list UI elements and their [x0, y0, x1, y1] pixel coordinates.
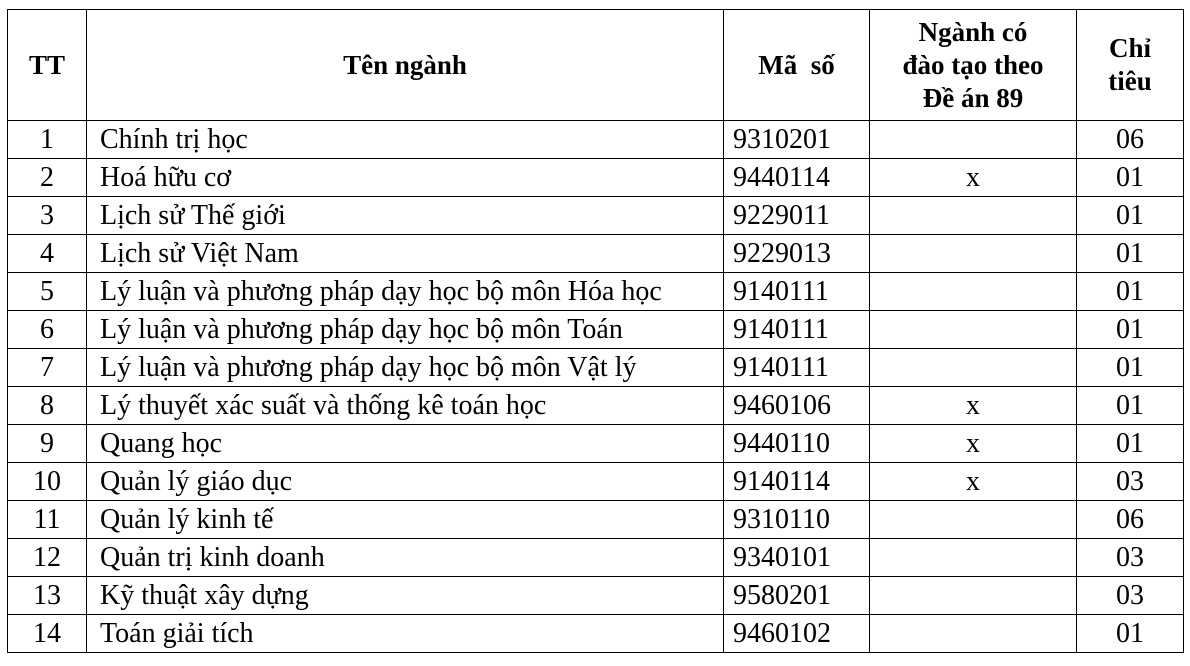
cell-name: Lý luận và phương pháp dạy học bộ môn Hóa học [87, 273, 724, 311]
cell-code: 9140111 [724, 349, 870, 387]
cell-tt: 10 [8, 463, 87, 501]
cell-name: Chính trị học [87, 121, 724, 159]
cell-name: Lý thuyết xác suất và thống kê toán học [87, 387, 724, 425]
cell-tt: 14 [8, 615, 87, 653]
table-row [8, 159, 1184, 197]
cell-tt: 6 [8, 311, 87, 349]
cell-code: 9229013 [724, 235, 870, 273]
cell-tt: 4 [8, 235, 87, 273]
cell-quota: 06 [1077, 501, 1184, 539]
header-quota-line-1: Chỉ [1108, 33, 1152, 63]
cell-tt: 8 [8, 387, 87, 425]
header-code: Mã số [724, 10, 870, 121]
cell-flag [870, 577, 1077, 615]
cell-code: 9310110 [724, 501, 870, 539]
cell-name: Quản trị kinh doanh [87, 539, 724, 577]
table-row [8, 425, 1184, 463]
cell-quota: 01 [1077, 387, 1184, 425]
cell-flag [870, 235, 1077, 273]
cell-code: 9440110 [724, 425, 870, 463]
program-quota-table [7, 9, 1184, 653]
cell-code: 9340101 [724, 539, 870, 577]
cell-flag: x [870, 425, 1077, 463]
header-flag-line-1: Ngành có [918, 16, 1028, 47]
cell-flag [870, 197, 1077, 235]
cell-flag [870, 501, 1077, 539]
header-name: Tên ngành [87, 10, 724, 121]
table-row [8, 349, 1184, 387]
cell-code: 9440114 [724, 159, 870, 197]
header-flag-line-3: Đề án 89 [922, 82, 1024, 113]
cell-name: Lý luận và phương pháp dạy học bộ môn Toán [87, 311, 724, 349]
cell-quota: 03 [1077, 539, 1184, 577]
table-row [8, 387, 1184, 425]
header-flag [870, 10, 1077, 121]
cell-quota: 03 [1077, 463, 1184, 501]
table-row [8, 121, 1184, 159]
cell-tt: 13 [8, 577, 87, 615]
cell-flag [870, 273, 1077, 311]
header-quota [1077, 10, 1184, 121]
cell-name: Quang học [87, 425, 724, 463]
cell-quota: 01 [1077, 235, 1184, 273]
table-row [8, 539, 1184, 577]
cell-name: Hoá hữu cơ [87, 159, 724, 197]
cell-flag: x [870, 387, 1077, 425]
table-row [8, 273, 1184, 311]
cell-tt: 7 [8, 349, 87, 387]
table-row [8, 197, 1184, 235]
table-row [8, 615, 1184, 653]
cell-quota: 01 [1077, 159, 1184, 197]
cell-quota: 01 [1077, 311, 1184, 349]
cell-quota: 06 [1077, 121, 1184, 159]
cell-quota: 01 [1077, 615, 1184, 653]
cell-tt: 12 [8, 539, 87, 577]
cell-name: Lý luận và phương pháp dạy học bộ môn Vật lý [87, 349, 724, 387]
cell-name: Quản lý kinh tế [87, 501, 724, 539]
cell-code: 9229011 [724, 197, 870, 235]
cell-name: Quản lý giáo dục [87, 463, 724, 501]
cell-quota: 01 [1077, 349, 1184, 387]
cell-code: 9580201 [724, 577, 870, 615]
cell-name: Lịch sử Việt Nam [87, 235, 724, 273]
cell-tt: 3 [8, 197, 87, 235]
cell-code: 9140111 [724, 311, 870, 349]
cell-code: 9460106 [724, 387, 870, 425]
cell-name: Toán giải tích [87, 615, 724, 653]
cell-code: 9310201 [724, 121, 870, 159]
cell-code: 9140114 [724, 463, 870, 501]
header-row [8, 10, 1184, 121]
cell-flag [870, 615, 1077, 653]
cell-code: 9140111 [724, 273, 870, 311]
table-row [8, 311, 1184, 349]
cell-quota: 03 [1077, 577, 1184, 615]
table-row [8, 501, 1184, 539]
header-quota-line-2: tiêu [1108, 66, 1152, 96]
cell-flag [870, 121, 1077, 159]
table-row [8, 463, 1184, 501]
cell-tt: 11 [8, 501, 87, 539]
cell-quota: 01 [1077, 197, 1184, 235]
cell-tt: 1 [8, 121, 87, 159]
cell-name: Kỹ thuật xây dựng [87, 577, 724, 615]
cell-name: Lịch sử Thế giới [87, 197, 724, 235]
cell-flag: x [870, 463, 1077, 501]
cell-tt: 2 [8, 159, 87, 197]
cell-flag [870, 311, 1077, 349]
cell-quota: 01 [1077, 273, 1184, 311]
cell-code: 9460102 [724, 615, 870, 653]
header-flag-line-2: đào tạo theo [902, 49, 1044, 80]
table-row [8, 235, 1184, 273]
cell-flag [870, 349, 1077, 387]
table-row [8, 577, 1184, 615]
cell-flag [870, 539, 1077, 577]
cell-flag: x [870, 159, 1077, 197]
cell-quota: 01 [1077, 425, 1184, 463]
cell-tt: 9 [8, 425, 87, 463]
cell-tt: 5 [8, 273, 87, 311]
header-tt: TT [8, 10, 87, 121]
